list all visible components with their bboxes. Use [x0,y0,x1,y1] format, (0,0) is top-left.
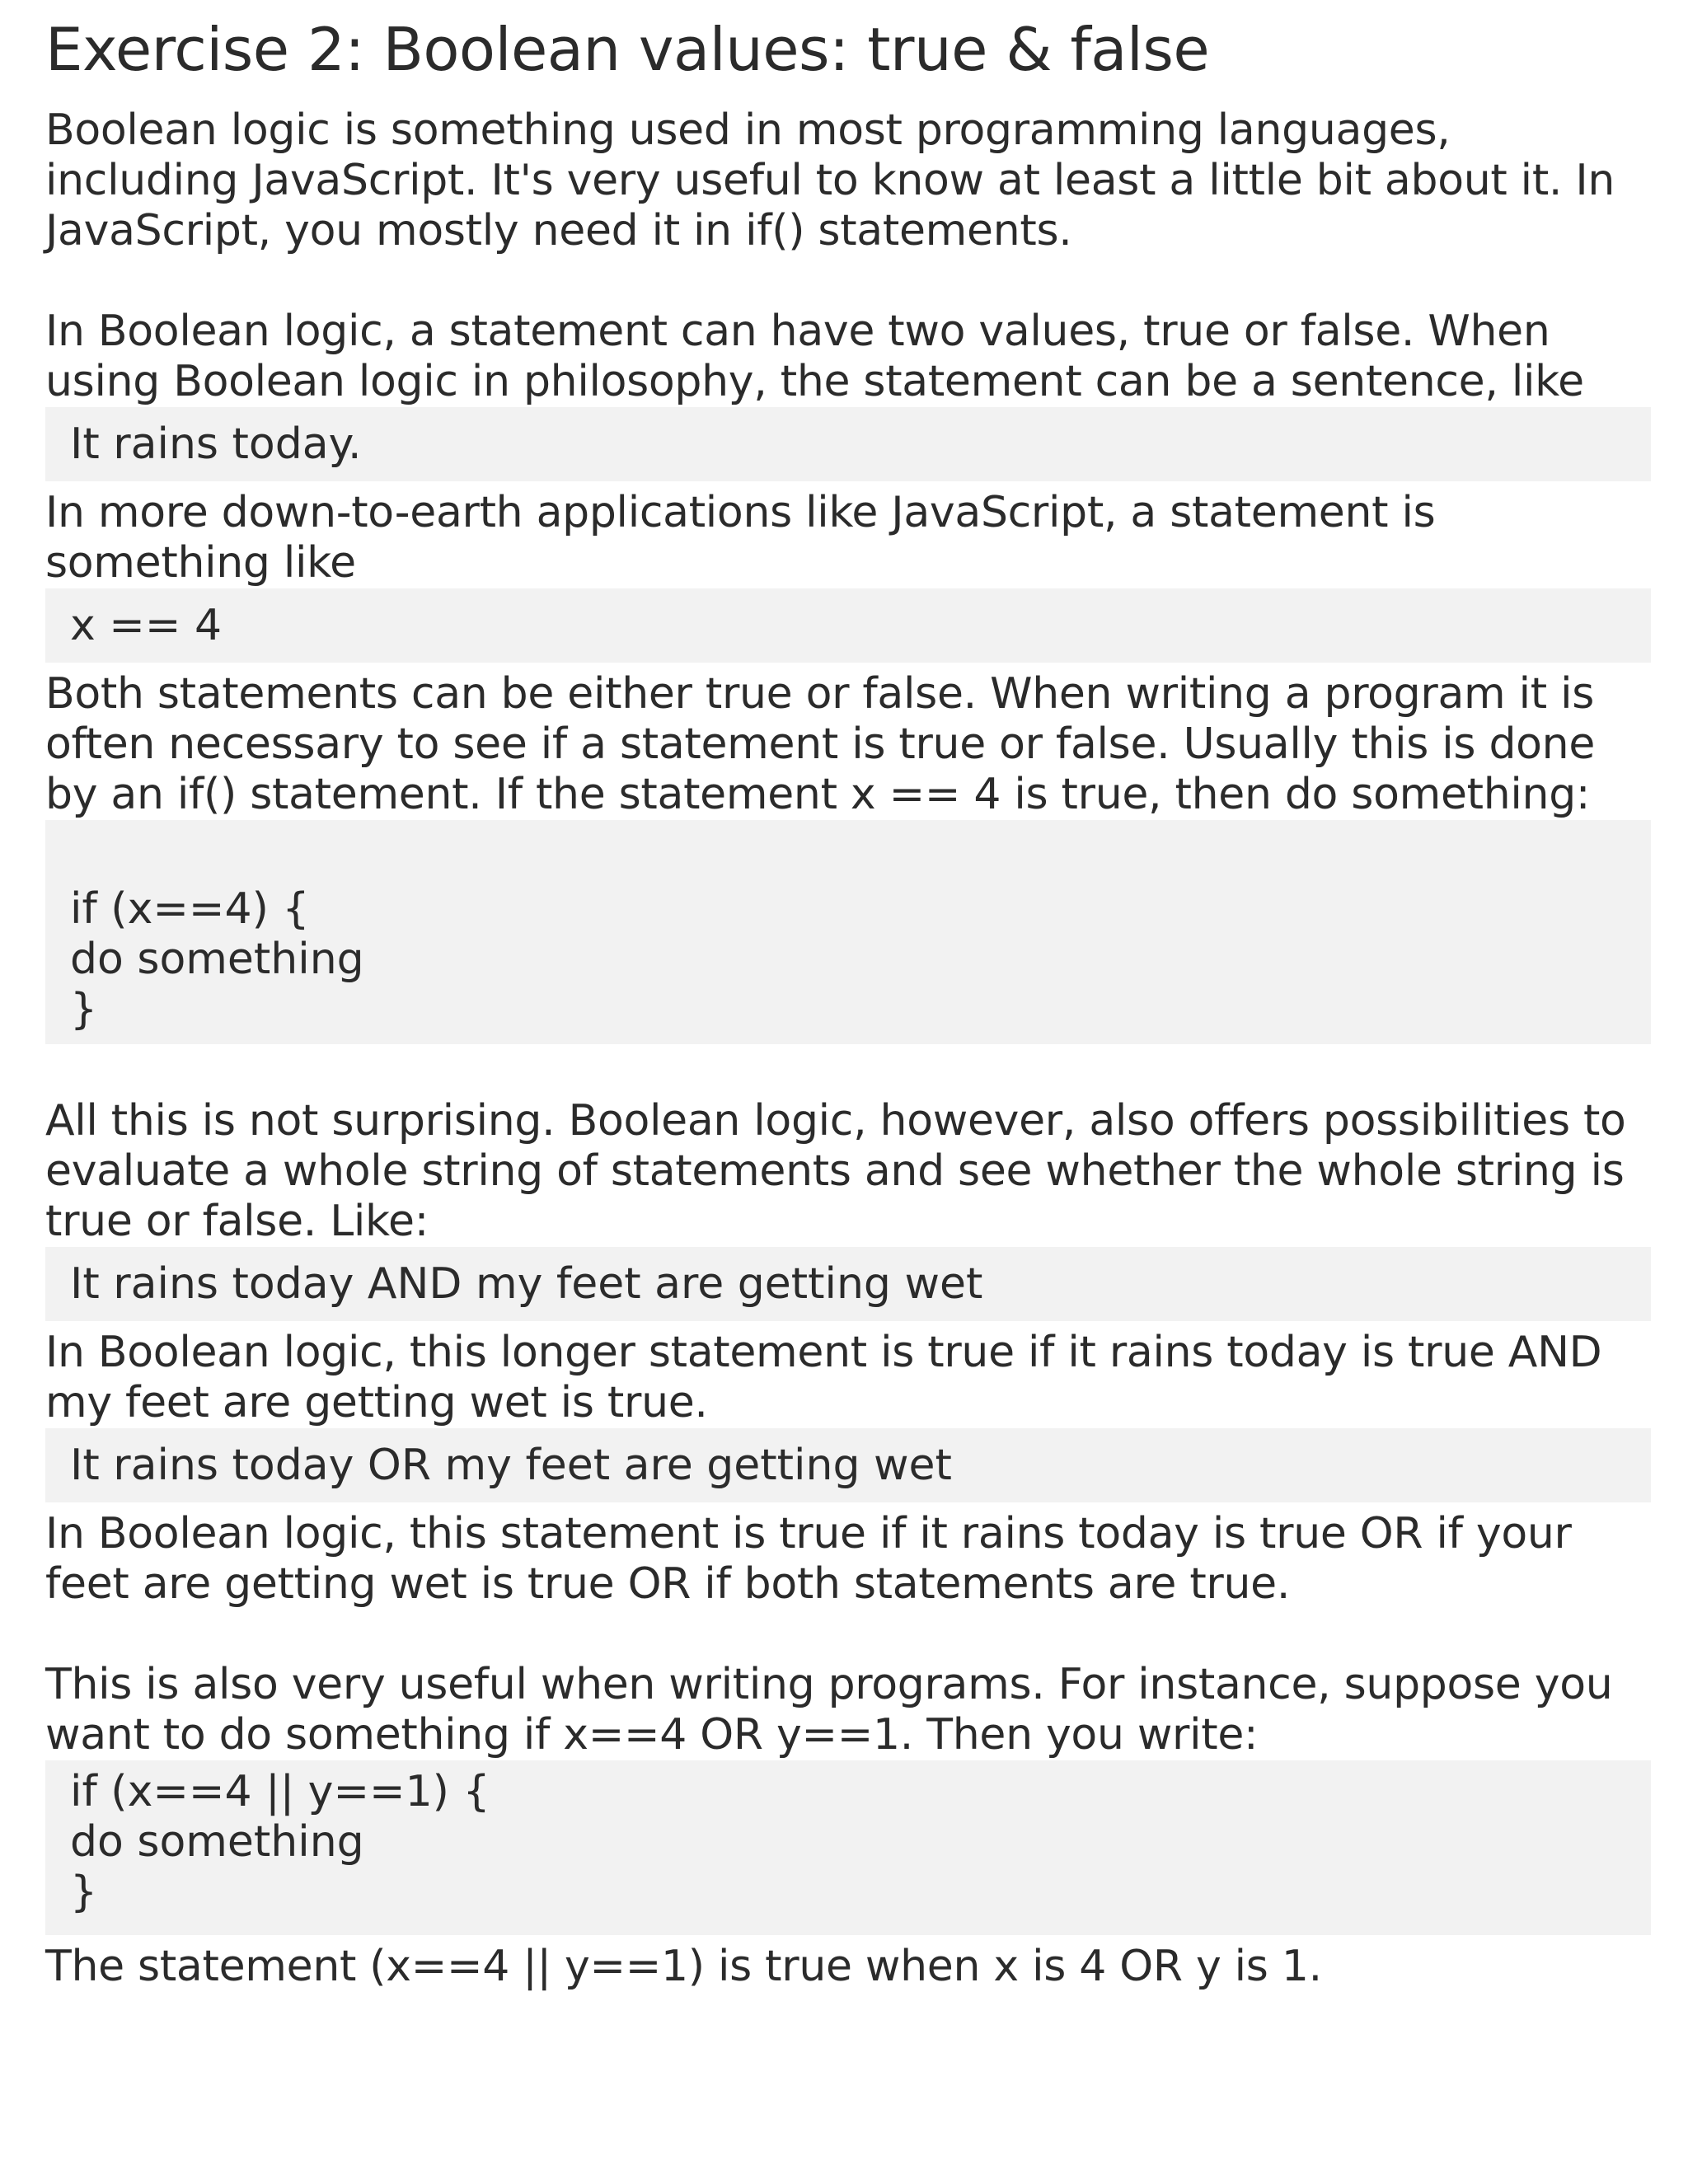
code-block-or [45,1760,1651,1935]
code-line: } [70,985,98,1034]
example-box-and [45,1247,1651,1321]
page-title: Exercise 2: Boolean values: true & false [45,15,1210,84]
code-line: do something [70,1817,364,1867]
spacer [45,1610,1651,1660]
programs-paragraph: This is also very useful when writing programs. For instance, suppose you want to do something if x==4 OR y==1. Then you write: [45,1660,1613,1760]
example-box-x-equals [45,588,1651,663]
intro-paragraph: Boolean logic is something used in most programming languages, including JavaScript. It's very useful to know at least a little bit about it. In JavaScript, you mostly need it in if() statements. [45,105,1615,255]
and-explain-paragraph: In Boolean logic, this longer statement is true if it rains today is true AND my feet are getting wet is true. [45,1328,1602,1427]
example-box-rains [45,407,1651,481]
code-line: if (x==4) { [70,884,310,934]
or-explain-paragraph: In Boolean logic, this statement is true if it rains today is true OR if your feet are getting wet is true OR if both statements are true. [45,1509,1572,1609]
example-box-or [45,1428,1651,1502]
code-block-if [45,820,1651,1044]
two-values-paragraph: In Boolean logic, a statement can have two values, true or false. When using Boolean logic in philosophy, the statement can be a sentence, like [45,307,1584,406]
spacer [45,256,1651,307]
code-line: } [70,1868,98,1917]
example-or-text: It rains today OR my feet are getting wet [70,1441,952,1490]
down-to-earth-paragraph: In more down-to-earth applications like JavaScript, a statement is something like [45,488,1436,588]
code-line: if (x==4 || y==1) { [70,1767,490,1816]
example-x-equals-text: x == 4 [70,601,223,650]
code-line: do something [70,935,364,984]
example-and-text: It rains today AND my feet are getting wet [70,1259,983,1309]
both-statements-paragraph: Both statements can be either true or false. When writing a program it is often necessary to see if a statement is true or false. Usually this is done by an if() statement. If the statement x == 4 is true, then do something: [45,669,1596,819]
example-rains-text: It rains today. [70,419,362,469]
conclusion-paragraph: The statement (x==4 || y==1) is true when x is 4 OR y is 1. [45,1942,1322,1991]
spacer [45,1051,1651,1096]
not-surprising-paragraph: All this is not surprising. Boolean logic, however, also offers possibilities to evaluate a whole string of statements and see whether the whole string is true or false. Like: [45,1096,1626,1246]
